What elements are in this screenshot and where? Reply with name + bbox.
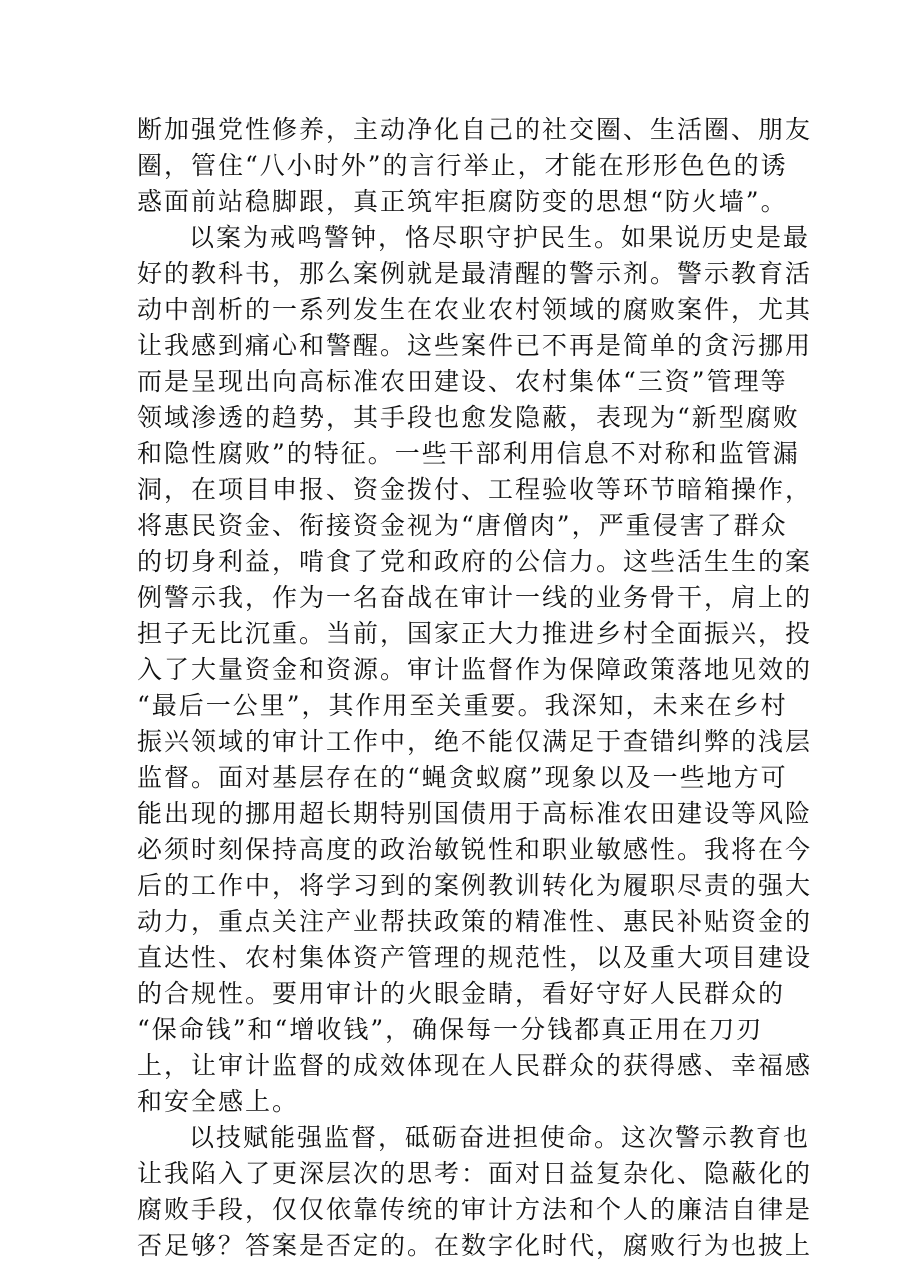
text-line: 惑面前站稳脚跟，真正筑牢拒腐防变的思想“防火墙”。 xyxy=(137,187,788,216)
text-line: 和安全感上。 xyxy=(137,1087,300,1116)
text-line: 必须时刻保持高度的政治敏锐性和职业敏感性。我将在今 xyxy=(137,835,813,864)
text-line: 直达性、农村集体资产管理的规范性，以及重大项目建设 xyxy=(137,943,813,972)
text-line: 振兴领域的审计工作中，绝不能仅满足于查错纠弊的浅层 xyxy=(137,727,813,756)
paragraph xyxy=(137,220,813,1120)
text-line: 让我陷入了更深层次的思考：面对日益复杂化、隐蔽化的 xyxy=(137,1159,813,1188)
text-line: 断加强党性修养，主动净化自己的社交圈、生活圈、朋友 xyxy=(137,115,813,144)
text-line: 担子无比沉重。当前，国家正大力推进乡村全面振兴，投 xyxy=(137,619,813,648)
paragraph xyxy=(137,1120,813,1264)
text-line: 入了大量资金和资源。审计监督作为保障政策落地见效的 xyxy=(137,655,813,684)
text-line: 上，让审计监督的成效体现在人民群众的获得感、幸福感 xyxy=(137,1051,813,1080)
text-line: 领域渗透的趋势，其手段也愈发隐蔽，表现为“新型腐败 xyxy=(137,403,800,432)
text-line: “保命钱”和“增收钱”，确保每一分钱都真正用在刀刃 xyxy=(137,1015,764,1044)
text-line: 以技赋能强监督，砥砺奋进担使命。这次警示教育也 xyxy=(189,1123,811,1152)
text-line: “最后一公里”，其作用至关重要。我深知，未来在乡村 xyxy=(137,691,788,720)
text-line: 监督。面对基层存在的“蝇贪蚁腐”现象以及一些地方可 xyxy=(137,763,788,792)
text-line: 腐败手段，仅仅依靠传统的审计方法和个人的廉洁自律是 xyxy=(137,1195,813,1224)
paragraph xyxy=(137,112,813,220)
text-line: 圈，管住“八小时外”的言行举止，才能在形形色色的诱 xyxy=(137,151,788,180)
text-line: 例警示我，作为一名奋战在审计一线的业务骨干，肩上的 xyxy=(137,583,813,612)
text-line: 将惠民资金、衔接资金视为“唐僧肉”，严重侵害了群众 xyxy=(137,511,788,540)
text-line: 后的工作中，将学习到的案例教训转化为履职尽责的强大 xyxy=(137,871,813,900)
document-body xyxy=(137,112,813,1264)
text-line: 能出现的挪用超长期特别国债用于高标准农田建设等风险 xyxy=(137,799,813,828)
text-line: 的切身利益，啃食了党和政府的公信力。这些活生生的案 xyxy=(137,547,813,576)
text-line: 让我感到痛心和警醒。这些案件已不再是简单的贪污挪用 xyxy=(137,331,813,360)
text-line: 动力，重点关注产业帮扶政策的精准性、惠民补贴资金的 xyxy=(137,907,813,936)
text-line: 和隐性腐败”的特征。一些干部利用信息不对称和监管漏 xyxy=(137,439,800,468)
text-line: 动中剖析的一系列发生在农业农村领域的腐败案件，尤其 xyxy=(137,295,813,324)
text-line: 好的教科书，那么案例就是最清醒的警示剂。警示教育活 xyxy=(137,259,813,288)
text-line: 洞，在项目申报、资金拨付、工程验收等环节暗箱操作， xyxy=(137,475,813,504)
text-line: 以案为戒鸣警钟，恪尽职守护民生。如果说历史是最 xyxy=(189,223,811,252)
text-line: 而是呈现出向高标准农田建设、农村集体“三资”管理等 xyxy=(137,367,788,396)
text-line: 否足够？答案是否定的。在数字化时代，腐败行为也披上 xyxy=(137,1231,813,1260)
text-line: 的合规性。要用审计的火眼金睛，看好守好人民群众的 xyxy=(137,979,786,1008)
